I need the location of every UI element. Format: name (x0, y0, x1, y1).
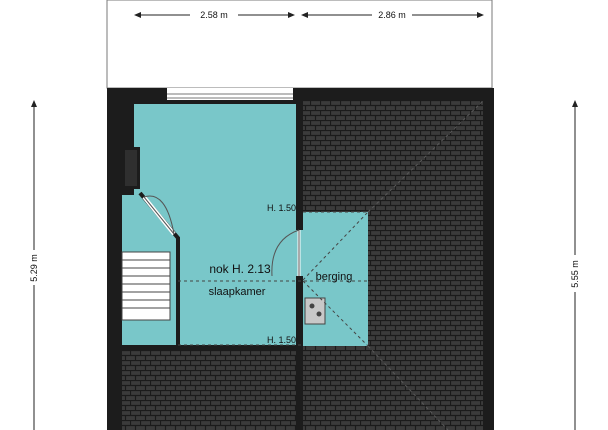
dimension-right (570, 100, 580, 430)
storage-label: berging (315, 271, 353, 283)
dimension-top-left (134, 10, 295, 20)
bedroom-ridge-label: nok H. 2.13 (209, 262, 271, 276)
staircase (122, 252, 170, 320)
bedroom-label: slaapkamer (208, 286, 266, 298)
terrace-outline (107, 0, 492, 88)
height-label-lower: H. 1.50 (266, 335, 296, 345)
dimension-label-top-right: 2.86 m (378, 10, 406, 20)
dimension-label-right: 5.55 m (570, 260, 580, 288)
height-label-upper: H. 1.50 (266, 203, 296, 213)
roof-slope-bottom (122, 350, 300, 430)
dimension-label-top-left: 2.58 m (200, 10, 228, 20)
dimension-label-left: 5.29 m (29, 254, 39, 282)
boiler-icon (305, 298, 325, 324)
dimension-left (29, 100, 39, 430)
dimension-top-right (301, 10, 484, 20)
